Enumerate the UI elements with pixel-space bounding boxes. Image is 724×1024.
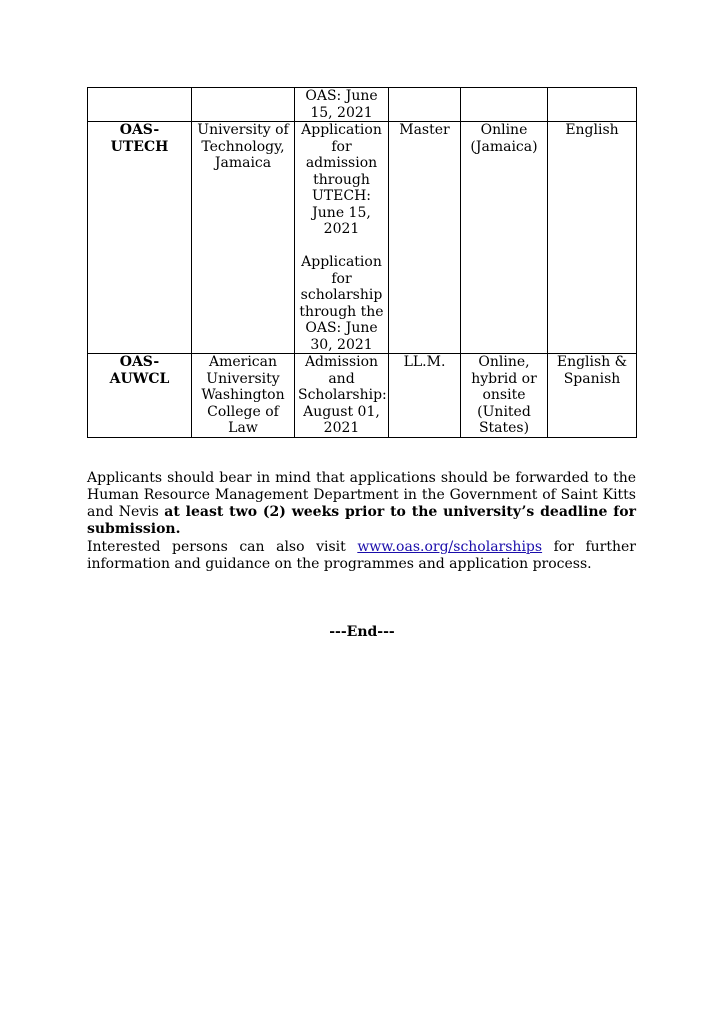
cell-modality <box>461 88 548 122</box>
language-line: English & <box>556 354 628 370</box>
code-line: AUWCL <box>109 370 170 387</box>
further-info-paragraph <box>87 539 636 573</box>
table-body <box>88 88 637 438</box>
advice-text: Applicants should bear in mind that applications should be forwarded to the Human Resource Management Department in the Government of Saint Kitts and Nevis <box>87 470 636 520</box>
university-line: College of <box>207 403 279 420</box>
cell-university <box>192 88 295 122</box>
modality-line: onsite <box>482 387 526 403</box>
cell-deadline <box>295 122 389 354</box>
code-line: OAS- <box>119 354 160 370</box>
deadline-line: for <box>331 270 352 287</box>
cell-code <box>88 88 192 122</box>
deadline-line: Admission <box>304 354 379 370</box>
cell-language <box>548 354 637 438</box>
deadline-line: Application <box>301 122 382 138</box>
university-line: Law <box>228 420 258 436</box>
deadline-line: admission <box>305 155 378 171</box>
modality-line: hybrid or <box>471 370 537 387</box>
deadline-line: 30, 2021 <box>310 336 373 353</box>
deadline-line: through the <box>299 303 384 320</box>
info-text-after: for further information and guidance on the programmes and application process. <box>87 539 636 572</box>
university-line: Technology, <box>201 138 285 155</box>
cell-deadline <box>295 88 389 122</box>
table-row <box>88 88 637 122</box>
deadline-line: 2021 <box>323 221 360 237</box>
modality-line: (Jamaica) <box>470 138 538 155</box>
university-line: University of <box>197 122 289 138</box>
deadline-line: UTECH: <box>312 188 371 204</box>
cell-deadline <box>295 354 389 438</box>
deadline-line: OAS: June <box>305 320 378 336</box>
cell-language <box>548 88 637 122</box>
deadline-line: Scholarship: <box>298 387 387 403</box>
table-row <box>88 122 637 354</box>
deadline-line: for <box>331 138 352 155</box>
university-line: Washington <box>201 387 285 403</box>
deadline-line: 15, 2021 <box>310 104 373 121</box>
language-line: English <box>565 122 619 138</box>
cell-modality <box>461 122 548 354</box>
deadline-line: 2021 <box>323 420 360 436</box>
degree-line: LL.M. <box>403 354 446 370</box>
deadline-line: Application <box>301 254 382 270</box>
cell-code <box>88 354 192 438</box>
modality-line: Online, <box>478 354 530 370</box>
scholarship-table <box>87 87 637 438</box>
code-line: UTECH <box>110 138 169 155</box>
modality-line: (United <box>477 403 531 420</box>
cell-spacer <box>298 238 385 255</box>
cell-degree <box>389 88 461 122</box>
table-row <box>88 354 637 438</box>
cell-university <box>192 122 295 354</box>
modality-line: Online <box>480 122 528 138</box>
language-line: Spanish <box>563 370 621 387</box>
deadline-line: scholarship <box>300 287 383 303</box>
deadline-line: through <box>313 171 370 188</box>
university-line: University <box>206 370 280 387</box>
deadline-advice-paragraph <box>87 470 636 538</box>
code-line: OAS- <box>119 122 160 138</box>
scholarships-link[interactable]: www.oas.org/scholarships <box>357 539 543 555</box>
university-line: Jamaica <box>214 155 272 171</box>
deadline-line: June 15, <box>312 204 371 221</box>
advice-bold-text: at least two (2) weeks prior to the university’s deadline for submission. <box>87 504 637 537</box>
cell-university <box>192 354 295 438</box>
deadline-line: and <box>328 370 355 387</box>
deadline-line: OAS: June <box>305 88 378 104</box>
degree-line: Master <box>399 122 450 138</box>
cell-code <box>88 122 192 354</box>
university-line: American <box>208 354 278 370</box>
end-marker: ---End--- <box>329 624 395 640</box>
modality-line: States) <box>478 420 530 436</box>
info-text-before: Interested persons can also visit <box>87 539 358 555</box>
cell-degree <box>389 354 461 438</box>
deadline-line: August 01, <box>303 403 380 420</box>
cell-modality <box>461 354 548 438</box>
cell-degree <box>389 122 461 354</box>
cell-language <box>548 122 637 354</box>
